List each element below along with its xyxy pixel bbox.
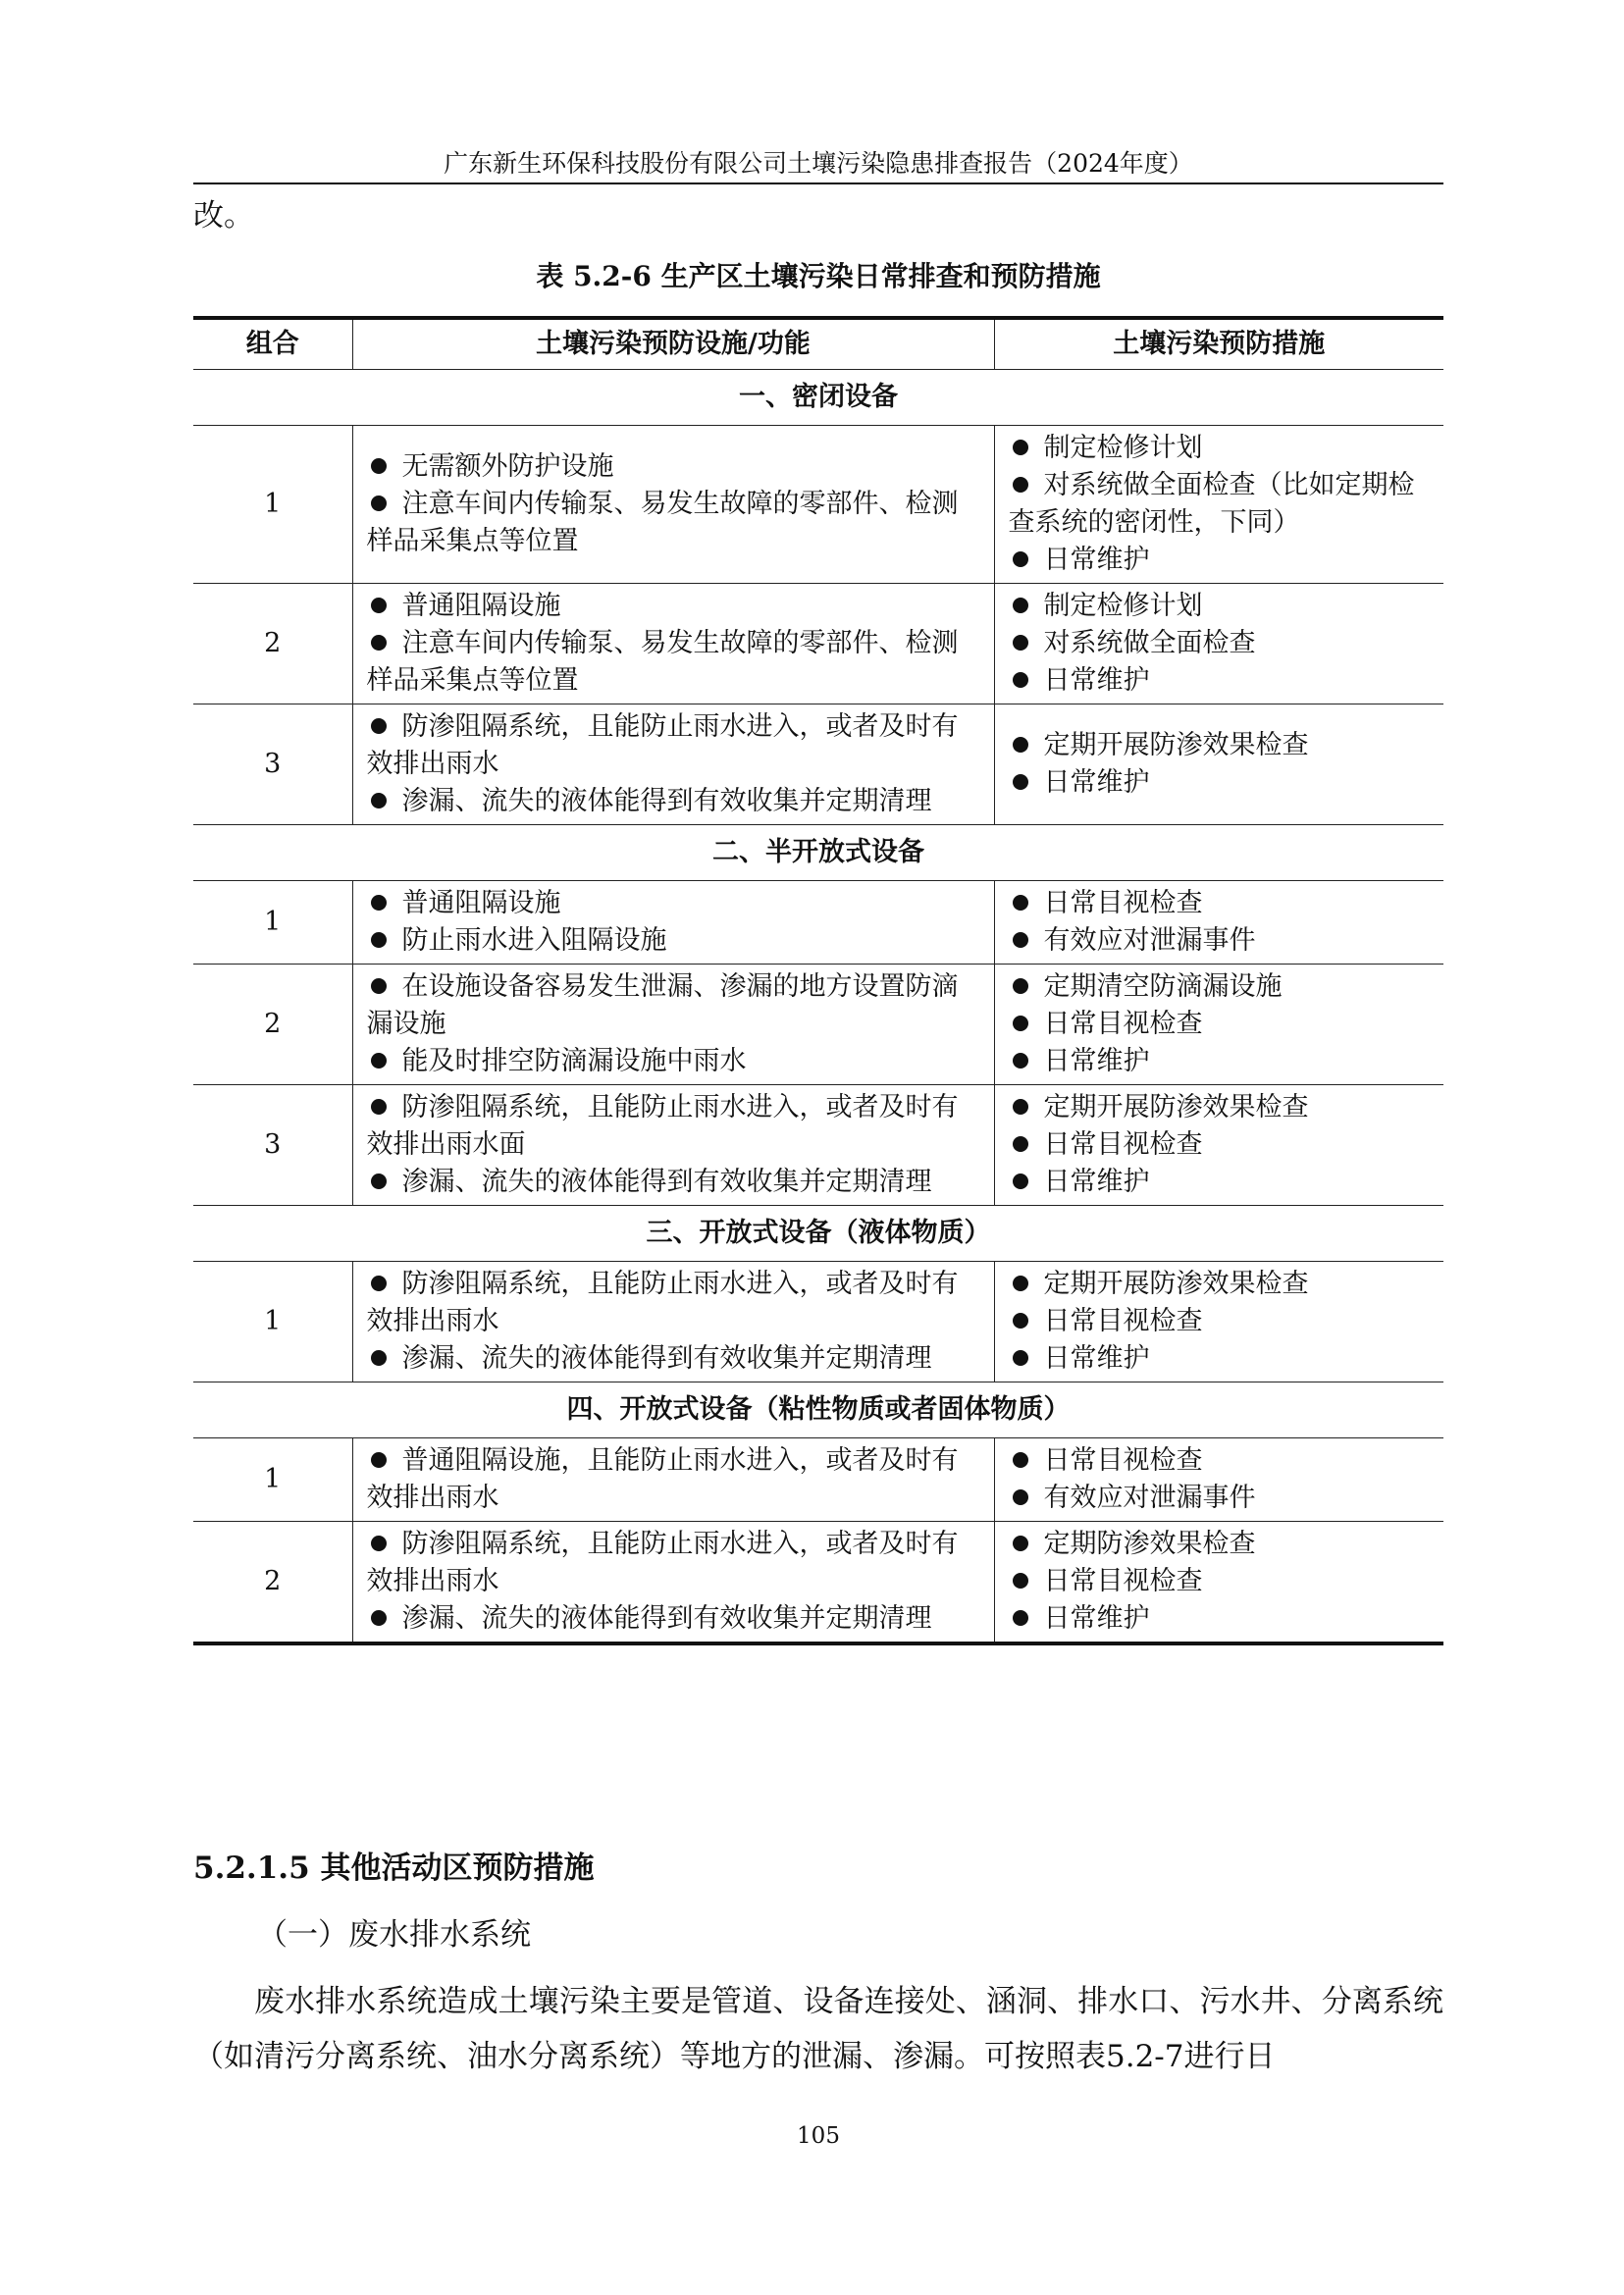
bullet-text: 日常维护	[1043, 1603, 1150, 1634]
bullet-item	[1009, 968, 1431, 1006]
bullet-dot-icon	[1013, 1276, 1028, 1291]
bullet-dot-icon	[371, 635, 387, 651]
combo-cell: 3	[193, 704, 352, 825]
section-heading: 5.2.1.5 其他活动区预防措施	[193, 1851, 595, 1886]
bullet-text: 防渗阻隔系统，且能防止雨水进入，或者及时有效排出雨水面	[366, 1092, 959, 1160]
bullet-dot-icon	[1013, 440, 1028, 455]
bullet-item	[1009, 430, 1431, 467]
facilities-cell	[352, 1085, 994, 1206]
prevention-measures-table	[193, 316, 1443, 1645]
bullet-text: 定期清空防滴漏设施	[1043, 971, 1283, 1002]
facilities-cell	[352, 1438, 994, 1522]
bullet-text: 日常维护	[1043, 1343, 1150, 1374]
bullet-dot-icon	[1013, 1350, 1028, 1366]
bullet-dot-icon	[1013, 1174, 1028, 1189]
bullet-text: 日常目视检查	[1043, 1566, 1203, 1596]
column-header-combo: 组合	[193, 318, 352, 370]
bullet-dot-icon	[1013, 1136, 1028, 1152]
table-row	[193, 426, 1443, 584]
bullet-dot-icon	[1013, 1452, 1028, 1468]
column-header-facilities: 土壤污染预防设施/功能	[352, 318, 994, 370]
section-title: 三、开放式设备（液体物质）	[193, 1206, 1443, 1262]
facilities-cell	[352, 881, 994, 965]
bullet-text: 日常目视检查	[1043, 1129, 1203, 1160]
combo-cell: 1	[193, 426, 352, 584]
bullet-item	[1009, 662, 1431, 700]
measures-cell	[994, 584, 1443, 704]
bullet-dot-icon	[1013, 1099, 1028, 1115]
bullet-item	[1009, 1600, 1431, 1638]
bullet-item	[367, 1266, 980, 1340]
facilities-cell	[352, 584, 994, 704]
bullet-item	[367, 448, 980, 486]
bullet-text: 普通阻隔设施	[401, 591, 561, 621]
bullet-dot-icon	[1013, 978, 1028, 994]
combo-cell: 2	[193, 965, 352, 1085]
bullet-item	[367, 1526, 980, 1600]
bullet-item	[367, 1164, 980, 1201]
bullet-text: 定期开展防渗效果检查	[1043, 730, 1309, 760]
bullet-item	[367, 885, 980, 922]
table-row	[193, 584, 1443, 704]
measures-cell	[994, 1262, 1443, 1382]
bullet-dot-icon	[1013, 737, 1028, 753]
table-row	[193, 1262, 1443, 1382]
bullet-text: 注意车间内传输泵、易发生故障的零部件、检测样品采集点等位置	[366, 489, 959, 556]
bullet-item	[1009, 625, 1431, 662]
bullet-dot-icon	[1013, 1489, 1028, 1505]
measures-cell	[994, 1438, 1443, 1522]
measures-cell	[994, 426, 1443, 584]
bullet-dot-icon	[1013, 1573, 1028, 1589]
bullet-item	[1009, 467, 1431, 542]
bullet-dot-icon	[371, 1350, 387, 1366]
bullet-dot-icon	[371, 1174, 387, 1189]
bullet-item	[1009, 764, 1431, 802]
measures-cell	[994, 704, 1443, 825]
bullet-text: 能及时排空防滴漏设施中雨水	[401, 1046, 747, 1076]
bullet-dot-icon	[371, 1099, 387, 1115]
bullet-dot-icon	[1013, 551, 1028, 567]
bullet-item	[1009, 1089, 1431, 1126]
bullet-dot-icon	[1013, 1313, 1028, 1329]
section-row	[193, 1382, 1443, 1438]
bullet-item	[1009, 922, 1431, 960]
bullet-item	[1009, 727, 1431, 764]
bullet-text: 日常目视检查	[1043, 888, 1203, 918]
page-number: 105	[797, 2123, 840, 2149]
bullet-item	[1009, 1266, 1431, 1303]
section-title: 二、半开放式设备	[193, 825, 1443, 881]
bullet-text: 日常目视检查	[1043, 1306, 1203, 1336]
bullet-text: 有效应对泄漏事件	[1043, 1483, 1256, 1513]
bullet-text: 有效应对泄漏事件	[1043, 925, 1256, 956]
bullet-dot-icon	[1013, 672, 1028, 688]
section-row	[193, 370, 1443, 426]
bullet-text: 对系统做全面检查	[1043, 628, 1256, 658]
bullet-text: 日常维护	[1043, 665, 1150, 696]
table-body	[193, 370, 1443, 1644]
bullet-text: 日常目视检查	[1043, 1009, 1203, 1039]
bullet-dot-icon	[1013, 598, 1028, 613]
bullet-item	[1009, 1043, 1431, 1080]
bullet-item	[1009, 1006, 1431, 1043]
bullet-text: 渗漏、流失的液体能得到有效收集并定期清理	[401, 1167, 932, 1197]
combo-cell: 2	[193, 584, 352, 704]
bullet-item	[367, 1442, 980, 1517]
facilities-cell	[352, 426, 994, 584]
bullet-dot-icon	[1013, 1016, 1028, 1031]
bullet-item	[367, 922, 980, 960]
bullet-dot-icon	[371, 1452, 387, 1468]
bullet-text: 防渗阻隔系统，且能防止雨水进入，或者及时有效排出雨水	[366, 1529, 959, 1596]
bullet-item	[367, 1600, 980, 1638]
table-row	[193, 965, 1443, 1085]
table-row	[193, 1438, 1443, 1522]
bullet-item	[1009, 1526, 1431, 1563]
section-title: 四、开放式设备（粘性物质或者固体物质）	[193, 1382, 1443, 1438]
measures-cell	[994, 965, 1443, 1085]
measures-cell	[994, 1085, 1443, 1206]
bullet-item	[367, 486, 980, 560]
bullet-item	[367, 968, 980, 1043]
bullet-item	[1009, 1303, 1431, 1340]
bullet-dot-icon	[371, 1053, 387, 1069]
table-row	[193, 1085, 1443, 1206]
lead-text: 改。	[193, 198, 254, 234]
bullet-item	[1009, 1340, 1431, 1378]
bullet-item	[367, 588, 980, 625]
bullet-text: 防渗阻隔系统，且能防止雨水进入，或者及时有效排出雨水	[366, 711, 959, 779]
bullet-text: 日常维护	[1043, 1046, 1150, 1076]
bullet-text: 防止雨水进入阻隔设施	[401, 925, 667, 956]
bullet-item	[1009, 1164, 1431, 1201]
bullet-text: 定期开展防渗效果检查	[1043, 1092, 1309, 1122]
bullet-dot-icon	[1013, 635, 1028, 651]
bullet-item	[367, 1043, 980, 1080]
bullet-item	[367, 708, 980, 783]
body-paragraph: 废水排水系统造成土壤污染主要是管道、设备连接处、涵洞、排水口、污水井、分离系统（如清污分离系统、油水分离系统）等地方的泄漏、渗漏。可按照表5.2-7进行日	[193, 1984, 1443, 2074]
table-row	[193, 881, 1443, 965]
table-row	[193, 1522, 1443, 1644]
bullet-item	[367, 1089, 980, 1164]
bullet-item	[367, 783, 980, 820]
bullet-item	[1009, 588, 1431, 625]
bullet-text: 定期开展防渗效果检查	[1043, 1269, 1309, 1299]
bullet-dot-icon	[371, 1536, 387, 1551]
bullet-item	[1009, 542, 1431, 579]
bullet-dot-icon	[371, 793, 387, 808]
bullet-text: 制定检修计划	[1043, 433, 1203, 463]
table-header-row	[193, 318, 1443, 370]
combo-cell: 3	[193, 1085, 352, 1206]
bullet-dot-icon	[371, 932, 387, 948]
bullet-dot-icon	[1013, 1610, 1028, 1626]
section-row	[193, 1206, 1443, 1262]
measures-cell	[994, 1522, 1443, 1644]
facilities-cell	[352, 1262, 994, 1382]
facilities-cell	[352, 1522, 994, 1644]
bullet-text: 防渗阻隔系统，且能防止雨水进入，或者及时有效排出雨水	[366, 1269, 959, 1336]
bullet-dot-icon	[1013, 1536, 1028, 1551]
bullet-item	[1009, 1563, 1431, 1600]
bullet-text: 在设施设备容易发生泄漏、渗漏的地方设置防滴漏设施	[366, 971, 959, 1039]
bullet-dot-icon	[1013, 477, 1028, 493]
bullet-dot-icon	[371, 496, 387, 511]
bullet-text: 普通阻隔设施	[401, 888, 561, 918]
bullet-dot-icon	[371, 458, 387, 474]
page-header: 广东新生环保科技股份有限公司土壤污染隐患排查报告（2024年度）	[444, 149, 1193, 178]
column-header-measures: 土壤污染预防措施	[994, 318, 1443, 370]
measures-cell	[994, 881, 1443, 965]
bullet-text: 注意车间内传输泵、易发生故障的零部件、检测样品采集点等位置	[366, 628, 959, 696]
bullet-text: 无需额外防护设施	[401, 451, 614, 482]
bullet-dot-icon	[371, 895, 387, 911]
bullet-dot-icon	[1013, 774, 1028, 790]
bullet-item	[367, 625, 980, 700]
bullet-item	[1009, 885, 1431, 922]
bullet-item	[1009, 1442, 1431, 1480]
bullet-dot-icon	[1013, 932, 1028, 948]
combo-cell: 1	[193, 881, 352, 965]
bullet-dot-icon	[371, 598, 387, 613]
subsection-heading: （一）废水排水系统	[257, 1917, 531, 1953]
table-row	[193, 704, 1443, 825]
bullet-text: 日常维护	[1043, 767, 1150, 798]
bullet-text: 对系统做全面检查（比如定期检查系统的密闭性，下同）	[1008, 470, 1415, 538]
facilities-cell	[352, 704, 994, 825]
combo-cell: 1	[193, 1262, 352, 1382]
bullet-text: 日常维护	[1043, 1167, 1150, 1197]
bullet-dot-icon	[371, 978, 387, 994]
bullet-text: 渗漏、流失的液体能得到有效收集并定期清理	[401, 1603, 932, 1634]
bullet-text: 制定检修计划	[1043, 591, 1203, 621]
bullet-text: 渗漏、流失的液体能得到有效收集并定期清理	[401, 1343, 932, 1374]
table-caption: 表 5.2-6 生产区土壤污染日常排查和预防措施	[536, 260, 1101, 292]
header-rule	[193, 183, 1443, 184]
bullet-dot-icon	[371, 1276, 387, 1291]
combo-cell: 2	[193, 1522, 352, 1644]
bullet-text: 日常维护	[1043, 545, 1150, 575]
facilities-cell	[352, 965, 994, 1085]
bullet-dot-icon	[371, 1610, 387, 1626]
bullet-item	[1009, 1480, 1431, 1517]
bullet-item	[367, 1340, 980, 1378]
bullet-dot-icon	[1013, 1053, 1028, 1069]
bullet-item	[1009, 1126, 1431, 1164]
bullet-text: 渗漏、流失的液体能得到有效收集并定期清理	[401, 786, 932, 816]
bullet-text: 普通阻隔设施，且能防止雨水进入，或者及时有效排出雨水	[366, 1445, 959, 1513]
bullet-dot-icon	[371, 718, 387, 734]
section-title: 一、密闭设备	[193, 370, 1443, 426]
combo-cell: 1	[193, 1438, 352, 1522]
section-row	[193, 825, 1443, 881]
bullet-dot-icon	[1013, 895, 1028, 911]
bullet-text: 日常目视检查	[1043, 1445, 1203, 1476]
bullet-text: 定期防渗效果检查	[1043, 1529, 1256, 1559]
